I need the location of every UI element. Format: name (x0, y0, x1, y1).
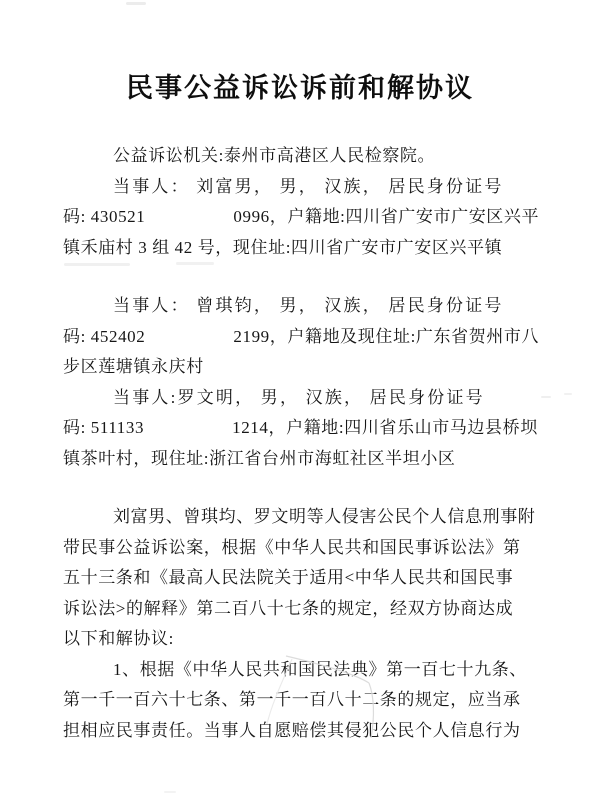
scan-speck (164, 791, 176, 793)
document-line: 步区莲塘镇永庆村 (63, 357, 204, 376)
document-line: 诉讼法>的解释》第二百八十七条的规定，经双方协商达成 (63, 598, 514, 618)
document-body (63, 141, 553, 746)
document-line: 码: 511133 1214，户籍地:四川省乐山市马边县桥坝 (63, 418, 538, 437)
document-line: 五十三条和《最高人民法院关于适用<中华人民共和国民事 (63, 568, 514, 587)
document-line: 公益诉讼机关:泰州市高港区人民检察院。 (113, 146, 436, 165)
document-line: 当事人： 刘富男， 男， 汉族， 居民身份证号 (113, 176, 504, 196)
document-line: 镇禾庙村 3 组 42 号，现住址:四川省广安市广安区兴平镇 (63, 237, 503, 257)
scan-speck (564, 393, 572, 395)
document-line: 当事人:罗文明， 男， 汉族， 居民身份证号 (113, 387, 485, 407)
scan-speck (176, 262, 214, 265)
document-title: 民事公益诉讼诉前和解协议 (126, 73, 474, 103)
document-line: 码: 430521 0996，户籍地:四川省广安市广安区兴平 (63, 207, 540, 226)
document-line: 镇茶叶村，现住址:浙江省台州市海虹社区半坦小区 (63, 448, 456, 468)
document-line: 以下和解协议: (63, 629, 174, 648)
document-line: 刘富男、曾琪均、罗文明等人侵害公民个人信息刑事附 (113, 507, 536, 526)
scan-speck (64, 263, 130, 266)
scan-speck (541, 396, 551, 398)
document-line: 当事人： 曾琪钧， 男， 汉族， 居民身份证号 (113, 296, 504, 315)
document-line: 1、根据《中华人民共和国民法典》第一百七十九条、 (113, 659, 527, 679)
scan-speck (126, 2, 146, 5)
document-line: 担相应民事责任。当事人自愿赔偿其侵犯公民个人信息行为 (63, 720, 521, 740)
document-line: 码: 452402 2199，户籍地及现住址:广东省贺州市八 (63, 326, 540, 346)
document-line: 带民事公益诉讼案，根据《中华人民共和国民事诉讼法》第 (63, 537, 521, 557)
document-line: 第一千一百六十七条、第一千一百八十二条的规定，应当承 (63, 690, 521, 709)
